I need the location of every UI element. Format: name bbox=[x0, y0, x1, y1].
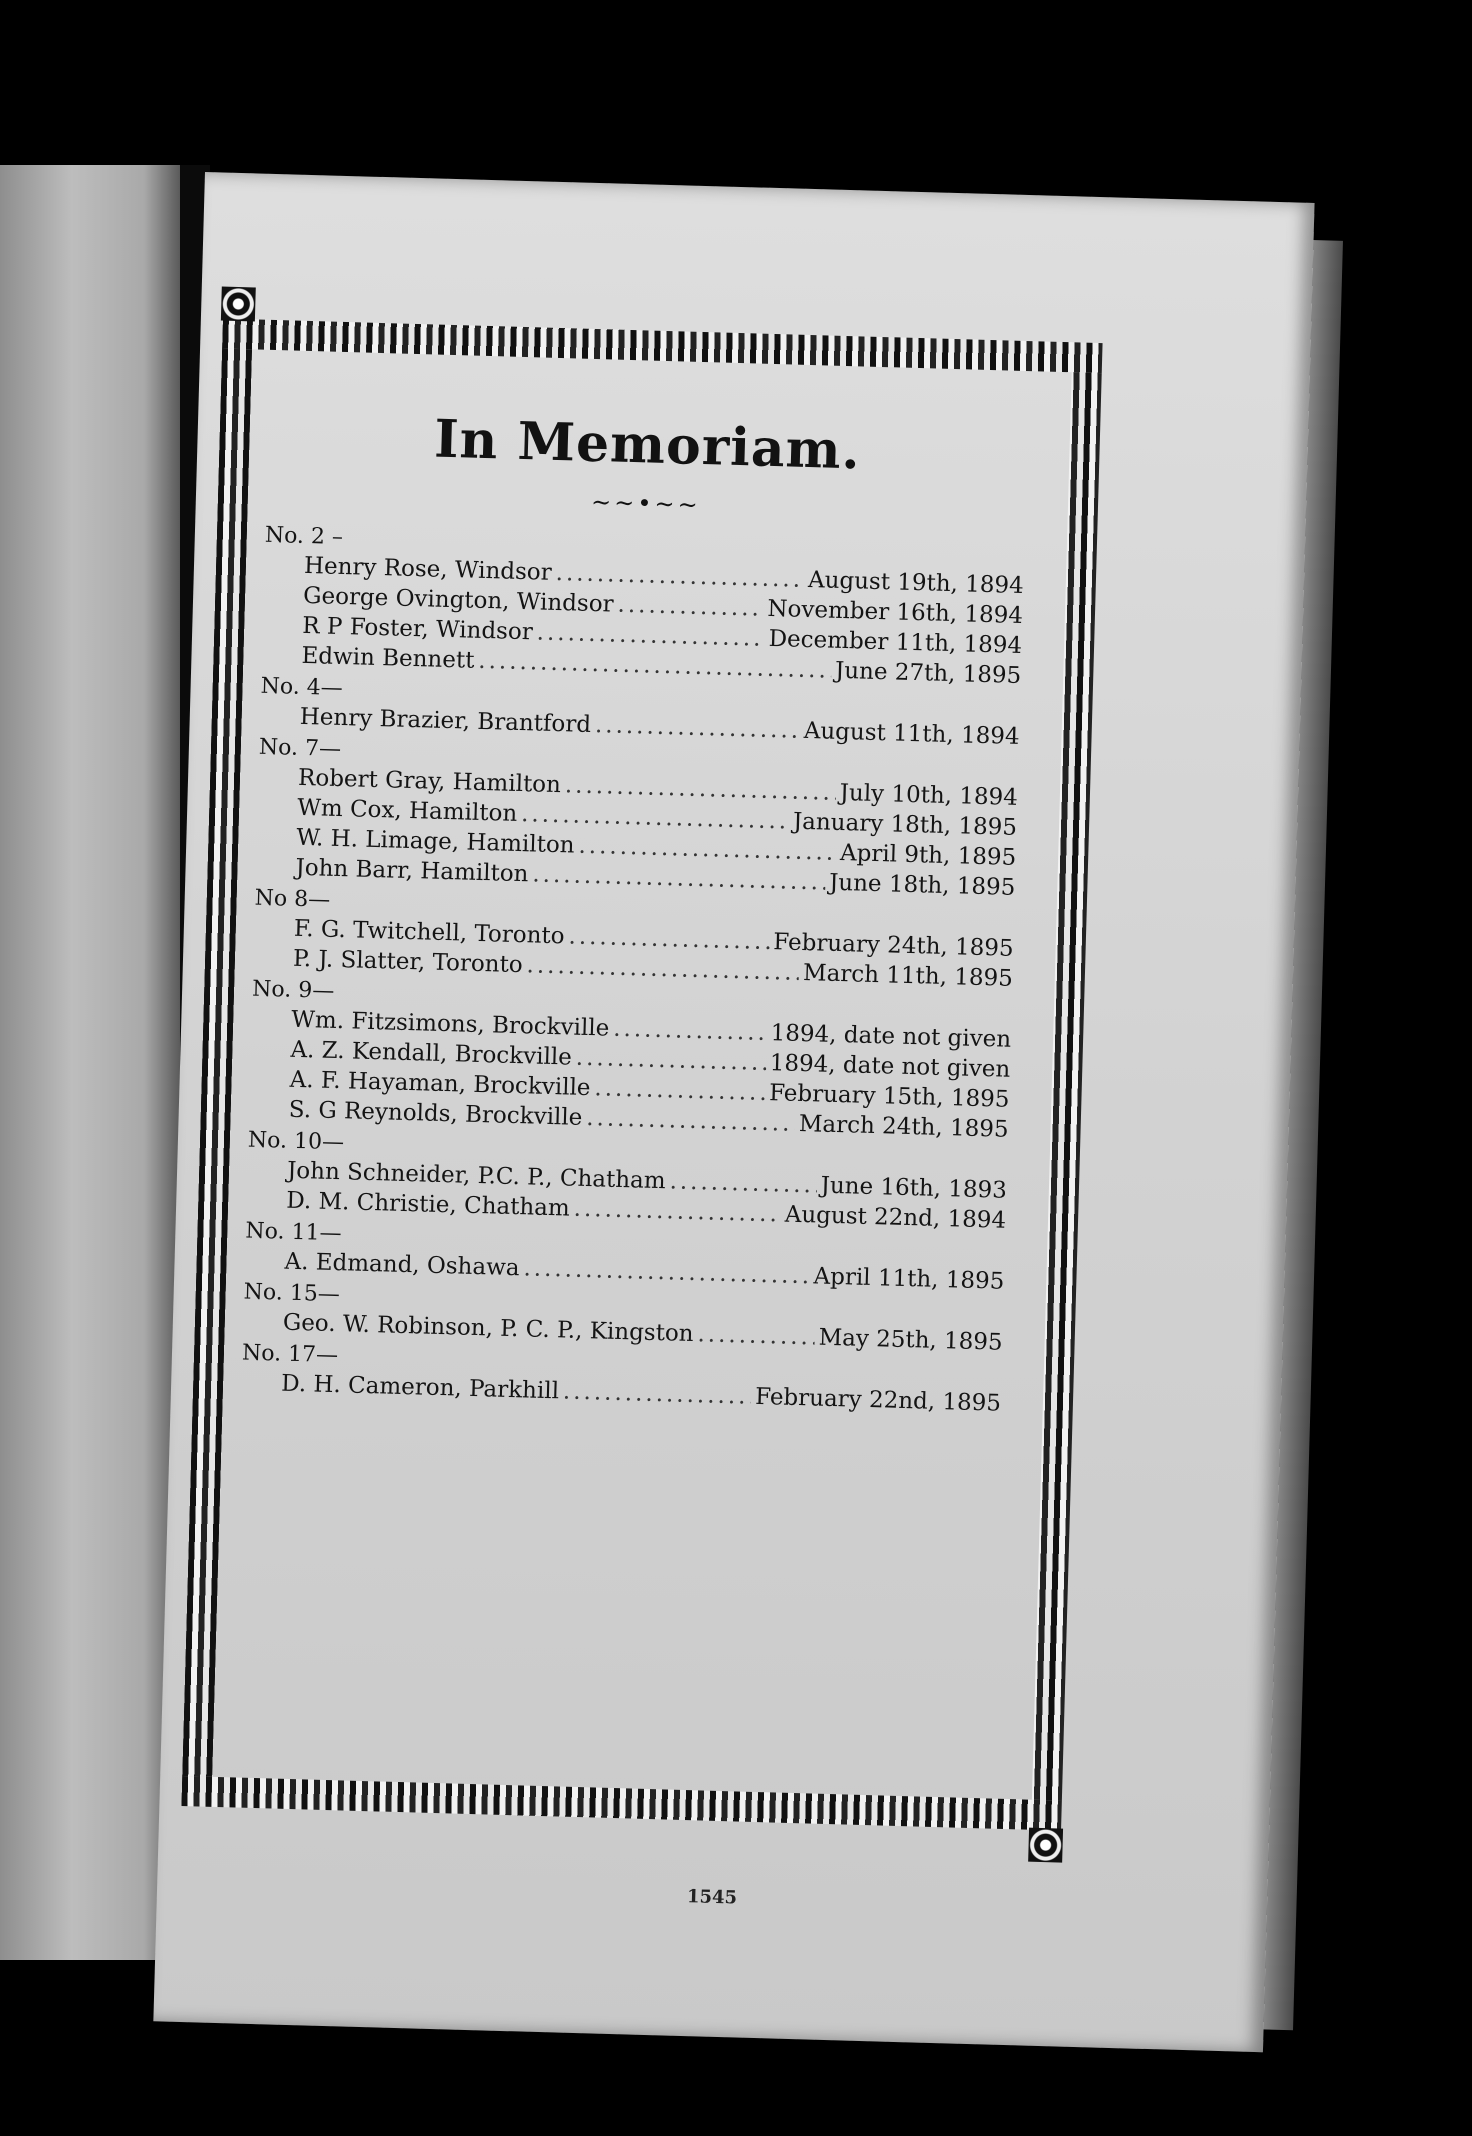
death-date: August 19th, 1894 bbox=[807, 567, 1025, 600]
dot-leader bbox=[521, 801, 790, 834]
page-number: 1545 bbox=[686, 1886, 738, 1909]
death-date: February 22nd, 1895 bbox=[754, 1383, 1002, 1417]
member-name: A. F. Hayaman, Brockville bbox=[289, 1066, 591, 1102]
dot-leader bbox=[595, 712, 801, 744]
death-date: March 11th, 1895 bbox=[802, 960, 1014, 992]
member-name: W. H. Limage, Hamilton bbox=[296, 824, 575, 859]
lodge-heading: No. 9— bbox=[251, 976, 335, 1004]
death-date: December 11th, 1894 bbox=[768, 625, 1023, 659]
dot-leader bbox=[536, 619, 765, 651]
death-date: August 22nd, 1894 bbox=[784, 1201, 1007, 1234]
dot-leader bbox=[523, 1255, 810, 1289]
dot-leader bbox=[578, 833, 836, 866]
member-name: George Ovington, Windsor bbox=[302, 582, 614, 618]
dot-leader bbox=[563, 1378, 752, 1409]
member-name: S. G Reynolds, Brockville bbox=[288, 1096, 583, 1131]
dot-leader bbox=[575, 1045, 766, 1076]
death-date: August 11th, 1894 bbox=[803, 717, 1020, 750]
dot-leader bbox=[573, 1196, 781, 1228]
lodge-heading: No. 11— bbox=[245, 1218, 342, 1247]
member-name: R P Foster, Windsor bbox=[302, 612, 534, 646]
death-date: 1894, date not given bbox=[770, 1020, 1012, 1053]
member-name: A. Z. Kendall, Brockville bbox=[290, 1036, 573, 1071]
lodge-sections bbox=[241, 523, 1025, 1417]
dot-leader bbox=[697, 1321, 815, 1350]
lodge-heading: No. 7— bbox=[258, 734, 342, 763]
lodge-heading: No. 15— bbox=[243, 1279, 341, 1308]
right-page bbox=[153, 172, 1314, 2052]
death-date: March 24th, 1895 bbox=[798, 1110, 1009, 1143]
member-name: Edwin Bennett bbox=[301, 642, 475, 674]
member-name: Robert Gray, Hamilton bbox=[297, 764, 562, 799]
death-date: July 10th, 1894 bbox=[839, 779, 1019, 811]
death-date: May 25th, 1895 bbox=[818, 1324, 1003, 1356]
dot-leader bbox=[526, 952, 799, 986]
death-date: January 18th, 1895 bbox=[792, 808, 1018, 841]
dot-leader bbox=[555, 560, 804, 593]
dot-leader bbox=[478, 648, 831, 684]
death-date: 1894, date not given bbox=[769, 1050, 1011, 1083]
lodge-heading: No. 2 – bbox=[264, 522, 344, 550]
death-date: June 27th, 1895 bbox=[834, 657, 1022, 689]
dot-leader bbox=[586, 1105, 795, 1137]
member-name: A. Edmand, Oshawa bbox=[284, 1248, 520, 1282]
death-date: June 18th, 1895 bbox=[828, 869, 1016, 901]
dot-leader bbox=[532, 861, 825, 895]
member-name: D. M. Christie, Chatham bbox=[285, 1187, 571, 1222]
member-name: John Barr, Hamilton bbox=[295, 854, 529, 888]
death-date: April 9th, 1895 bbox=[839, 840, 1017, 871]
dot-leader bbox=[565, 772, 837, 806]
death-date: February 24th, 1895 bbox=[773, 929, 1014, 962]
title-ornament: ~~•~~ bbox=[590, 487, 702, 519]
dot-leader bbox=[669, 1168, 817, 1198]
member-name: Geo. W. Robinson, P. C. P., Kingston bbox=[282, 1309, 694, 1348]
death-date: June 16th, 1893 bbox=[820, 1172, 1008, 1204]
lodge-heading: No. 10— bbox=[247, 1127, 345, 1156]
memoriam-content bbox=[241, 404, 1029, 1421]
lodge-heading: No. 17— bbox=[241, 1340, 339, 1369]
lodge-heading: No 8— bbox=[254, 885, 331, 913]
member-name: Henry Rose, Windsor bbox=[303, 552, 553, 586]
left-page bbox=[0, 165, 180, 1960]
member-name: John Schneider, P.C. P., Chatham bbox=[286, 1157, 667, 1195]
member-name: Wm Cox, Hamilton bbox=[296, 794, 518, 827]
dot-leader bbox=[594, 1075, 765, 1106]
member-name: Wm. Fitzsimons, Brockville bbox=[291, 1006, 610, 1042]
member-name: P. J. Slatter, Toronto bbox=[292, 945, 523, 979]
dot-leader bbox=[617, 592, 764, 622]
death-date: November 16th, 1894 bbox=[767, 595, 1024, 630]
page-title: In Memoriam. bbox=[433, 408, 862, 482]
dot-leader bbox=[568, 923, 770, 955]
dot-leader bbox=[613, 1016, 767, 1046]
member-name: D. H. Cameron, Parkhill bbox=[280, 1370, 560, 1405]
death-date: April 11th, 1895 bbox=[813, 1263, 1005, 1295]
member-name: Henry Brazier, Brantford bbox=[299, 703, 592, 738]
member-name: F. G. Twitchell, Toronto bbox=[293, 915, 565, 950]
lodge-heading: No. 4— bbox=[260, 673, 344, 702]
death-date: February 15th, 1895 bbox=[768, 1080, 1010, 1113]
